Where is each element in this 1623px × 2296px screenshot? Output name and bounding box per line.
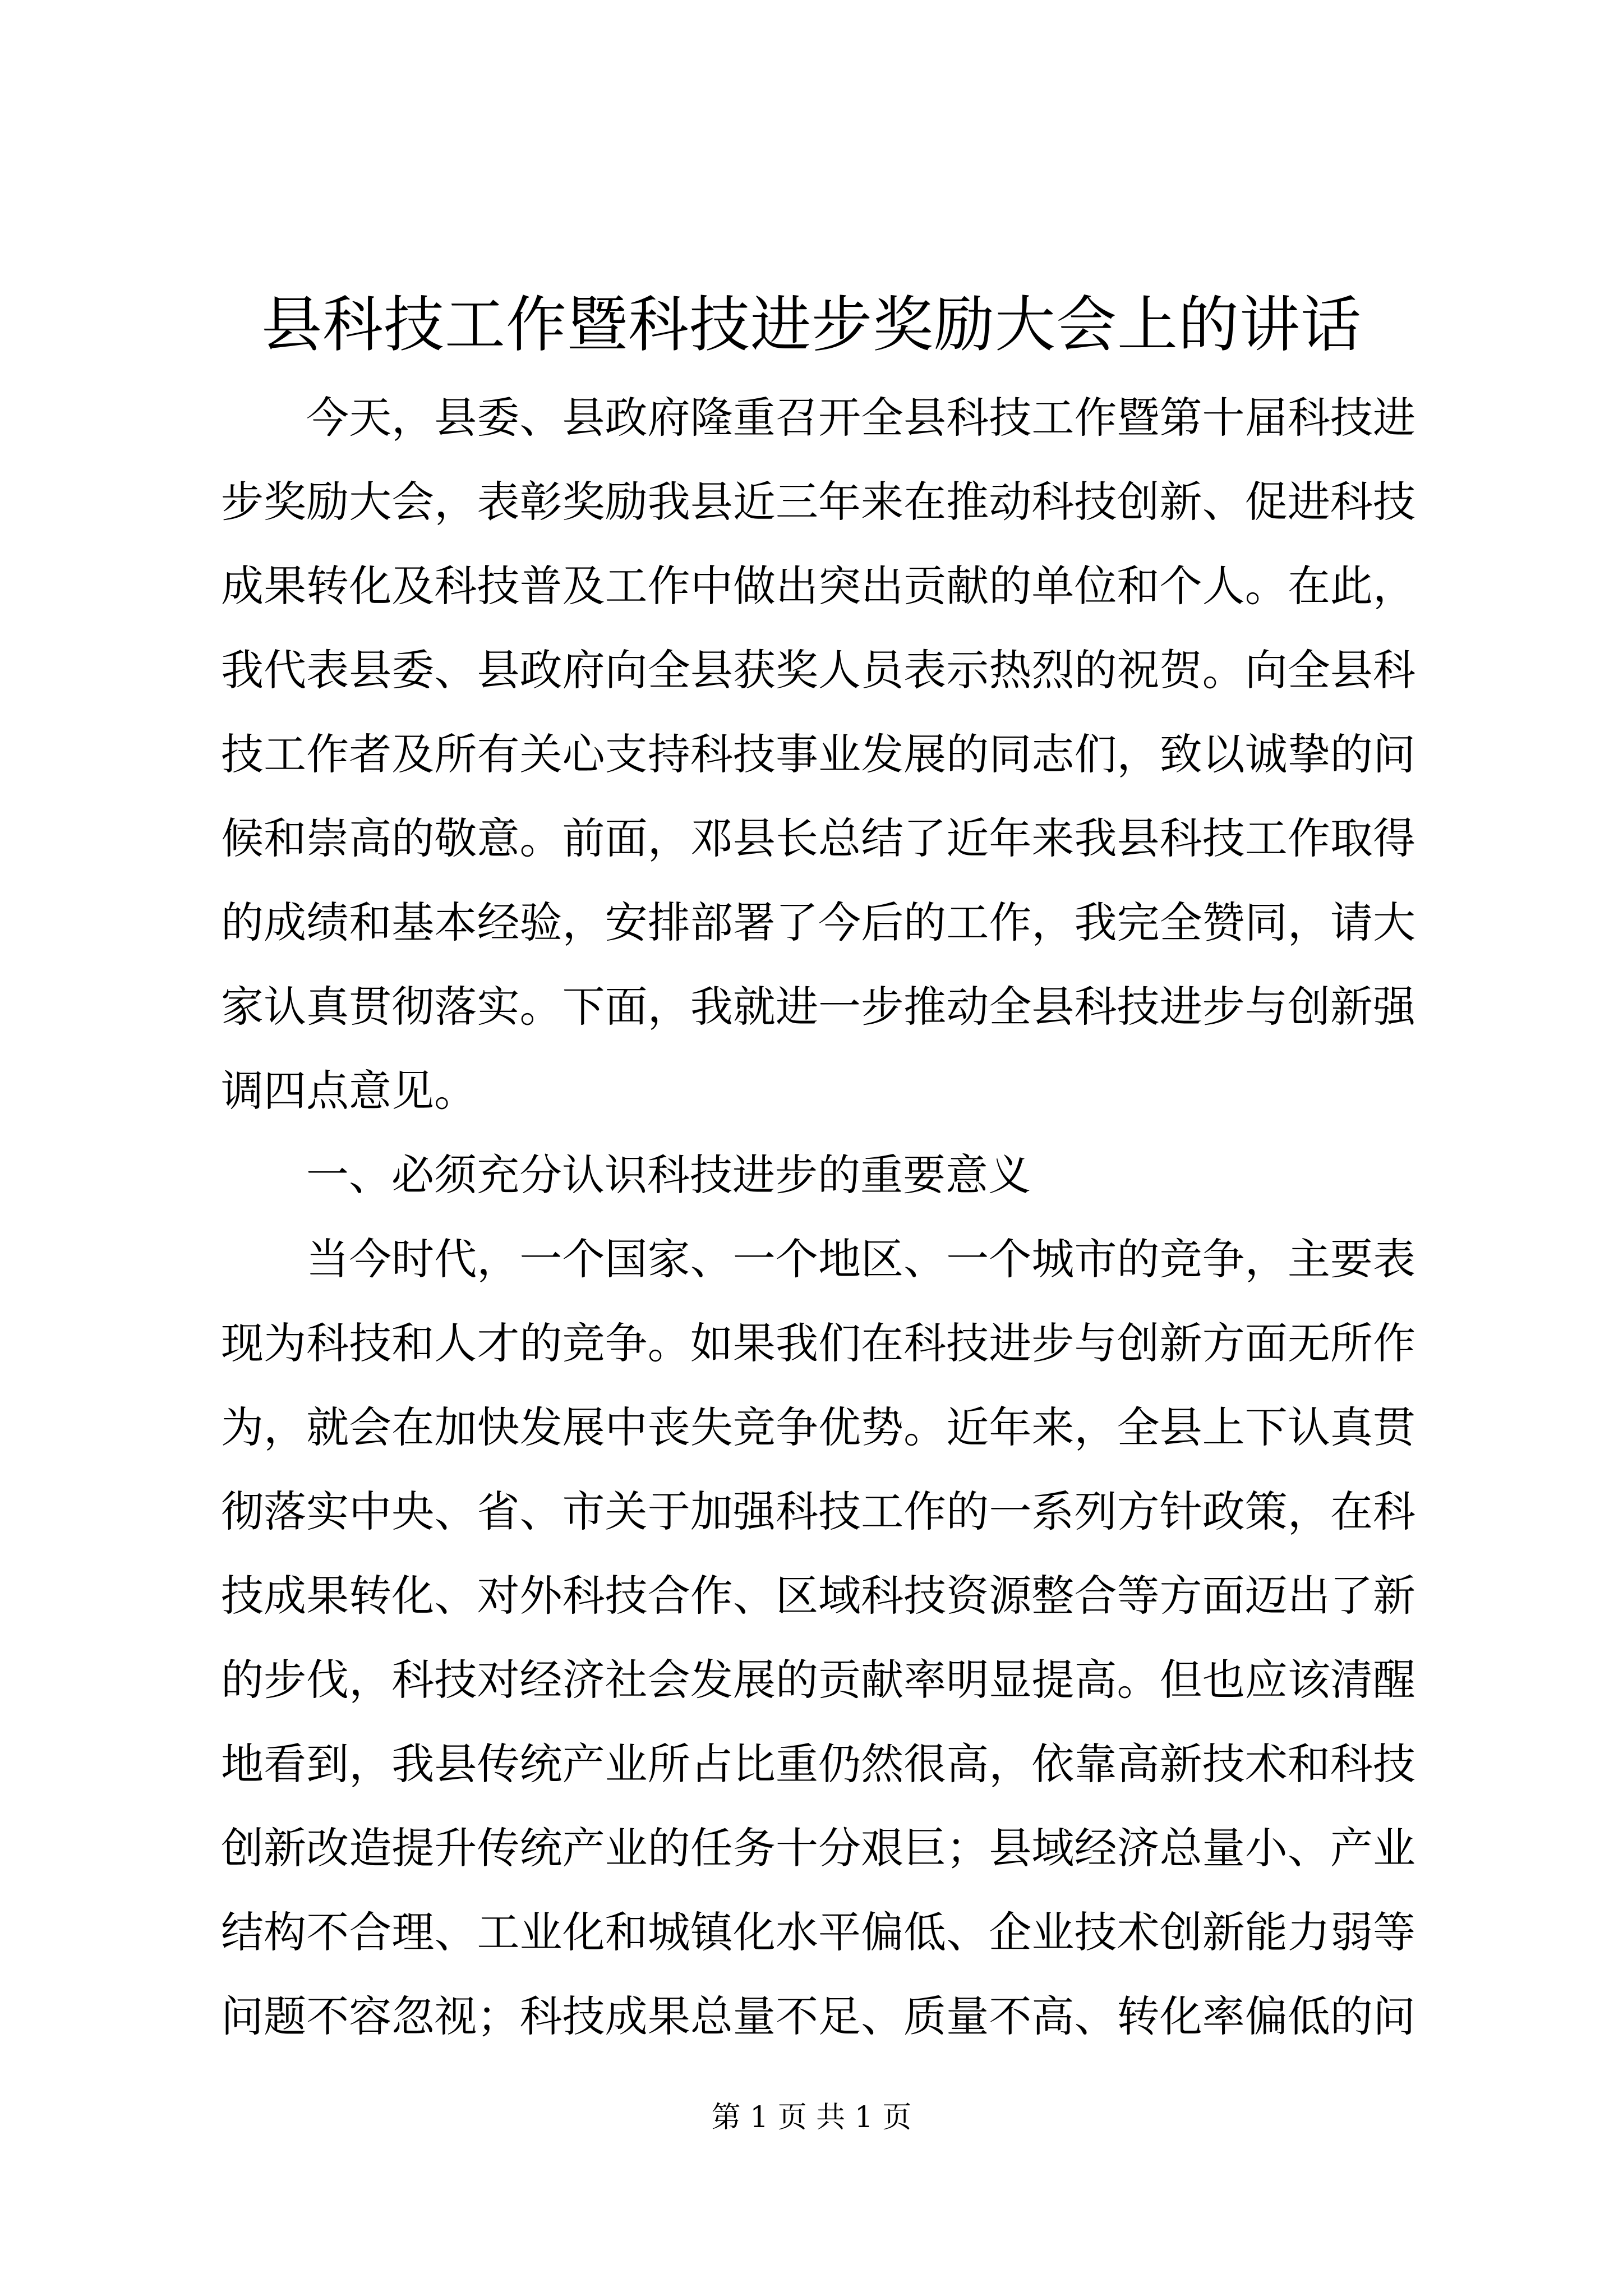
paragraph-line: 当今时代，一个国家、一个地区、一个城市的竞争，主要表: [306, 1234, 1415, 1284]
paragraph-line: 结构不合理、工业化和城镇化水平偏低、企业技术创新能力弱等: [221, 1907, 1415, 1957]
paragraph-line: 现为科技和人才的竞争。如果我们在科技进步与创新方面无所作: [221, 1318, 1415, 1368]
document-title: 县科技工作暨科技进步奖励大会上的讲话: [261, 290, 1362, 360]
section-heading: 一、必须充分认识科技进步的重要意义: [306, 1150, 1031, 1200]
paragraph-line: 成果转化及科技普及工作中做出突出贡献的单位和个人。在此，: [221, 561, 1415, 611]
paragraph-line: 候和崇高的敬意。前面，邓县长总结了近年来我县科技工作取得: [221, 813, 1415, 863]
paragraph-line: 技成果转化、对外科技合作、区域科技资源整合等方面迈出了新: [221, 1571, 1415, 1621]
paragraph-line: 彻落实中央、省、市关于加强科技工作的一系列方针政策，在科: [221, 1487, 1415, 1536]
paragraph-line: 技工作者及所有关心支持科技事业发展的同志们，致以诚挚的问: [221, 729, 1415, 779]
paragraph-line: 的成绩和基本经验，安排部署了今后的工作，我完全赞同，请大: [221, 898, 1415, 947]
paragraph-line: 我代表县委、县政府向全县获奖人员表示热烈的祝贺。向全县科: [221, 645, 1415, 695]
paragraph-line: 问题不容忽视；科技成果总量不足、质量不高、转化率偏低的问: [221, 1991, 1415, 2041]
page-footer: 第 1 页 共 1 页: [711, 2101, 912, 2134]
paragraph-line: 家认真贯彻落实。下面，我就进一步推动全县科技进步与创新强: [221, 982, 1415, 1032]
document-body: [221, 376, 1415, 2059]
paragraph-line: 创新改造提升传统产业的任务十分艰巨；县域经济总量小、产业: [221, 1823, 1415, 1873]
paragraph-line: 今天，县委、县政府隆重召开全县科技工作暨第十届科技进: [306, 393, 1415, 443]
paragraph-line: 地看到，我县传统产业所占比重仍然很高，依靠高新技术和科技: [221, 1739, 1415, 1789]
paragraph-line: 调四点意见。: [221, 1066, 477, 1116]
paragraph-line: 为，就会在加快发展中丧失竞争优势。近年来，全县上下认真贯: [221, 1402, 1415, 1452]
paragraph-line: 步奖励大会，表彰奖励我县近三年来在推动科技创新、促进科技: [221, 477, 1415, 527]
paragraph-line: 的步伐，科技对经济社会发展的贡献率明显提高。但也应该清醒: [221, 1655, 1415, 1705]
